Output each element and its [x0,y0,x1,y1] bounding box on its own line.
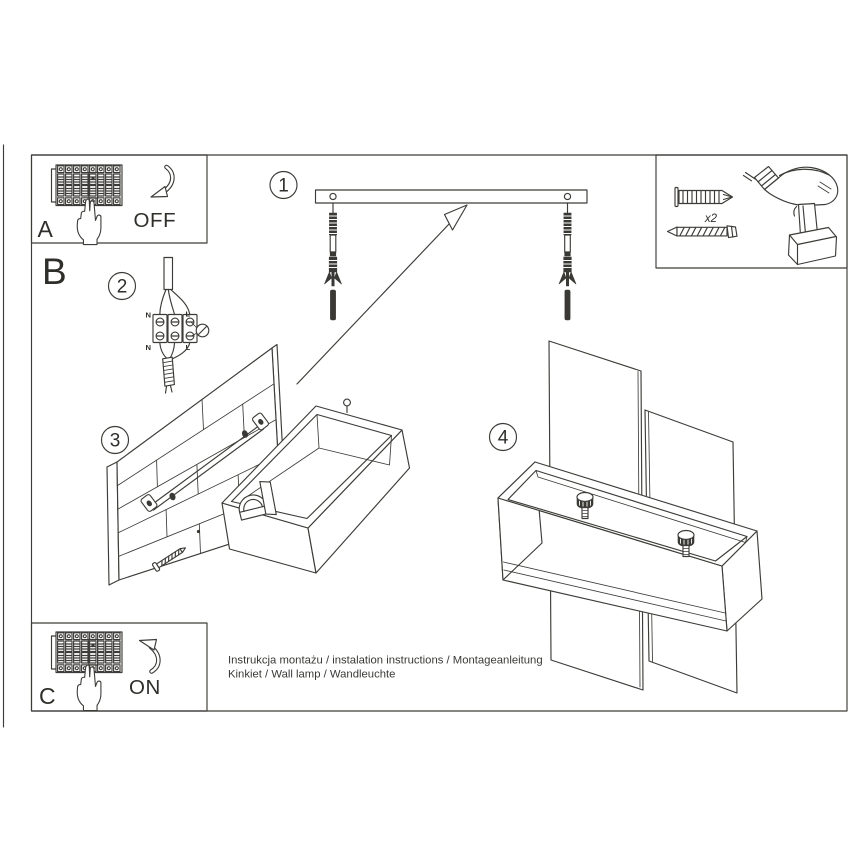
screw-anchor-assembly-left [325,203,342,320]
mounting-bar [316,190,588,203]
drill-icon [744,167,838,265]
label-on: ON [129,676,161,699]
anchor-quantity: x2 [704,213,718,225]
screw-icon [668,226,738,238]
wire-label-n-top: N [145,310,151,320]
required-tools [668,167,838,265]
footer-line2: Kinkiet / Wall lamp / Wandleuchte [228,668,396,681]
wire-label-l-bottom: L [185,343,191,352]
off-arrow-icon [151,167,172,197]
section-label-c: C [39,683,56,709]
screw-anchor-assembly-right [559,203,576,320]
step-2-number: 2 [116,276,128,298]
terminal-block [153,315,197,343]
power-off-step [38,165,177,245]
label-off: OFF [133,209,177,232]
instruction-arrow [297,205,467,384]
section-label-b: B [42,251,67,292]
section-label-a: A [37,216,53,242]
assembled-lamp-step [490,341,763,693]
wall-mounting-step [102,205,468,585]
footer-line1: Instrukcja montażu / instalation instructions / Montageanleitung [228,654,543,667]
footer [228,655,543,681]
step-3-number: 3 [109,430,121,452]
wall-plug-icon [675,188,733,207]
step-1-number: 1 [278,175,289,197]
wire-label-l-top: L [185,309,191,319]
wiring-step [42,251,209,393]
wire-label-n-bottom: N [145,343,151,352]
on-arrow-icon [140,640,159,672]
step-4-number: 4 [497,427,509,449]
wiring-diagram [146,258,209,394]
power-on-step [39,632,161,711]
